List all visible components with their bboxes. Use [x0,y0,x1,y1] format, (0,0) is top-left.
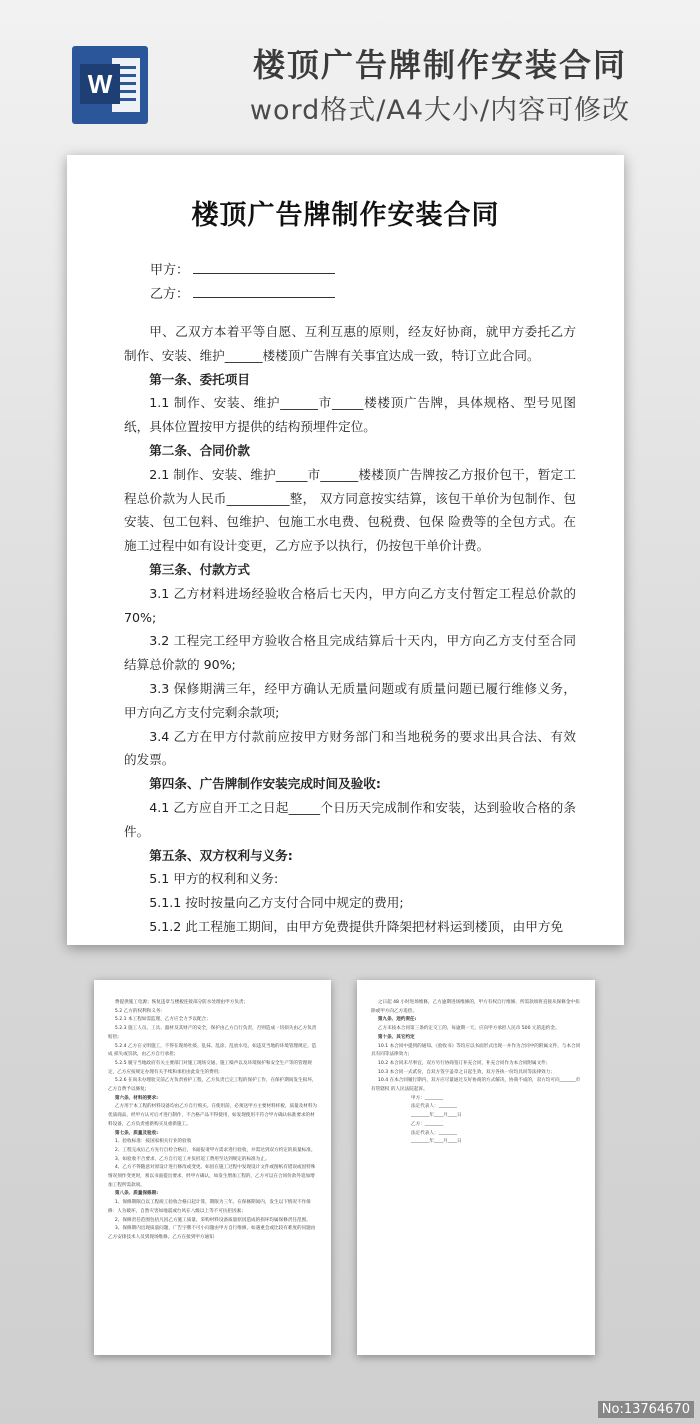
thumbnail-paragraph: 10.4 在本合同履行期内，双方应尽量通过友好协商的方式解决，协商不成的，双方均可向_______市有管辖权 的人民法院起诉。 [371,1078,581,1093]
party-b-line [150,283,335,302]
thumbnail-paragraph: 第九条、违约责任: [377,1017,417,1023]
document-paragraph: 第四条、广告牌制作安装完成时间及验收: [149,776,381,792]
party-a-blank [193,261,335,274]
thumbnail-paragraph: 费提供施工电源；恢复违章与楼板连接部分防水处理由甲方负责； [114,1000,249,1005]
document-paragraph: 2.1 制作、安装、维护_____市______楼楼顶广告牌按乙方报价包干，暂定工程总价款为人民币__________整， 双方同意按实结算，该包干单价为包制作、包安装、包工包料、包维护、包施工水电费、包税费、包保 险费等的全包方式。在施工过程中如有设计变更，乙方应予以执行，仍按包干单价计费。 [124,466,576,554]
word-document-icon [70,44,150,126]
document-paragraph: 3.4 乙方在甲方付款前应按甲方财务部门和当地税务的要求出具合法、有效的发票。 [124,728,576,768]
thumbnail-paragraph: 第十条、其它约定 [377,1034,415,1040]
thumbnail-paragraph: 5.2 乙方的权利和义务: [114,1008,162,1014]
document-paragraph: 5.1.1 按时按量向乙方支付合同中规定的费用; [149,895,404,911]
thumbnail-paragraph: 第八条、质量保修期: [114,1191,159,1197]
document-paragraph: 第三条、付款方式 [149,561,250,577]
thumbnail-paragraph: 法定代表人：________ [411,1130,457,1136]
thumbnail-paragraph: 2、工程完成后乙方先行自检合格后，书面报请甲方需求进行验收，并需达到双方约定的质量标准。 [114,1147,316,1153]
word-icon-letter: W [87,69,113,99]
thumbnail-paragraph: 乙方：________ [411,1121,444,1127]
thumbnail-paragraph: 3、如验收不合要求，乙方自行返工并负担返工费用至达到规定的标准为止。 [114,1156,270,1162]
document-paragraph: 第五条、双方权利与义务: [149,847,293,863]
thumbnail-paragraph: 之日起 48 小时进场维修，乙方逾期进场维修的，甲方有权自行维修，所需款项将直接从保修金中扣除或甲方向乙方追偿。 [371,1000,580,1014]
thumbnail-paragraph: 10.1 本合同中提到的通知、《验收书》等均应以书面形式出现一并作为合同中的附属文件，与本合同具有同等法律效力; [371,1043,581,1058]
document-paragraph: 第二条、合同价款 [149,442,250,458]
document-title: 楼顶广告牌制作安装合同 [191,200,500,231]
party-a-label: 甲方： [150,263,190,278]
thumbnail-paragraph: 4、乙方不得随意对原设计进行修改或变更。如因在施工过程中发现设计文件或图纸有错误或因特殊情况须作变更时，须以书面提出要求，经甲方确认，如发生增加工程的，乙方可以在合同价款外追加增加工程所需款项。 [108,1165,316,1188]
document-body [124,320,576,939]
thumbnail-paragraph: 5.2.6 在尚未办理验交前乙方负责看护工程，乙方负责已完工程的保护工作，在保护期间发生损坏，乙方自费予以修复; [108,1078,317,1093]
party-a-line [150,259,335,278]
thumbnail-paragraph: 5.2.1 本工程如需监理，乙方应全力予以配合； [114,1017,211,1023]
thumbnail-paragraph: 甲方：________ [411,1095,444,1101]
document-paragraph: 3.3 保修期满三年，经甲方确认无质量问题或有质量问题已履行维修义务，甲方向乙方支付完剩余款项; [124,680,576,720]
thumbnail-2-text [108,999,318,1243]
thumbnail-paragraph: 10.3 本合同一式贰份，自双方签字盖章之日起生效，双方各执一份均具同等法律效力； [377,1069,555,1075]
thumbnail-paragraph: 5.2.5 履守当地政府有关主要部门对施工现场交通、施工噪声以及环境保护和安全生产等的管理规定，乙方应按规定办理有关手续和承担由此发生的费用; [108,1060,312,1075]
document-paragraph: 第一条、委托项目 [149,371,250,387]
page-thumbnail-2 [94,980,331,1355]
thumbnail-paragraph: 5.2.3 施工人员、工具、器材及其财产的安全，保护由乙方自行负责，否则造成一切损失由乙方负责 赔偿; [108,1026,317,1040]
party-b-label: 乙方： [150,287,190,302]
thumbnail-paragraph: 3、保修期内出现质量问题，广告字牌不可小问题由甲方自行维修，如遇重会或比较有难度的问题由 乙方安排技术人员到现场维修。乙方在接到甲方通知 [108,1226,316,1240]
document-paragraph: 甲、乙双方本着平等自愿、互利互惠的原则，经友好协商，就甲方委托乙方制作、安装、维护______楼楼顶广告牌有关事宜达成一致，特订立此合同。 [124,324,576,363]
thumbnail-paragraph: 2、保修责任范围包括凡因乙方施工质量、采购材料设备质量原因造成的损坏均属保修责任范围。 [114,1217,311,1223]
thumbnail-paragraph: ________年____月____日 [411,1113,462,1119]
thumbnail-paragraph: ________年____月____日 [411,1139,462,1145]
banner-subtitle: word格式/A4大小/内容可修改 [249,95,631,126]
thumbnail-3-text [371,999,581,1147]
thumbnail-paragraph: 第七条、质量及验收: [114,1130,159,1136]
document-paragraph: 3.1 乙方材料进场经验收合格后七天内，甲方向乙方支付暂定工程总价款的 70%; [124,585,576,625]
banner-title: 楼顶广告牌制作安装合同 [252,46,627,84]
thumbnail-paragraph: 法定代表人：________ [411,1104,457,1110]
document-paragraph: 5.1.2 此工程施工期间，由甲方免费提供升降架把材料运到楼顶，由甲方免 [149,918,564,934]
thumbnail-paragraph: 乙方用于本工程的材料设备均由乙方自行购买。在使用前，必须送甲方主要材料样板，质量及材料为 优质商品，经甲方认可后才进行制作，不合格产品不得使用，如发现使用不符合甲方确认标准要求的材料设备，乙方负责重新购买及重新施工。 [108,1104,318,1127]
document-paragraph: 4.1 乙方应自开工之日起_____个日历天完成制作和安装，达到验收合格的条件。 [124,799,576,839]
thumbnail-paragraph: 1、保修期限自以工程竣工验收合格日起计算，期限为三年。在保修期间内，发生以下情况不作保修：人为破坏，自然灾害如地震或台风在八级以上等不可抗拒因素； [108,1200,311,1214]
document-paragraph: 5.1 甲方的权利和义务: [149,871,279,887]
document-paragraph: 3.2 工程完工经甲方验收合格且完成结算后十天内，甲方向乙方支付至合同结算总价款的 90%; [124,633,576,673]
thumbnail-paragraph: 第六条、材料的要求: [114,1095,159,1101]
document-page-preview [67,155,624,945]
thumbnail-paragraph: 乙方未按本合同第三条约定交工的，每逾期一天，应向甲方承担人民币 500 元的违约金。 [377,1026,560,1032]
document-paragraph: 1.1 制作、安装、维护______市_____楼楼顶广告牌，具体规格、型号见图纸，具体位置按甲方提供的结构预埋件定位。 [124,395,576,435]
page-thumbnail-3 [357,980,595,1355]
thumbnail-paragraph: 1、验收标准：按国家相关行业的验收 [114,1139,192,1145]
party-b-blank [193,285,335,298]
image-id-label: No:13764670 [598,1401,694,1418]
thumbnail-paragraph: 10.2 本合同未尽事宜，双方另行协商签订补充合同，补充合同作为本合同附属文件； [377,1060,551,1066]
thumbnail-paragraph: 5.2.4 乙方在文明施工，不得在现场吐痰、乱抹、乱涂、乱放水电，如违反当地的环境管理规定，造成 损失或罚款，由乙方自行承担; [108,1043,317,1058]
